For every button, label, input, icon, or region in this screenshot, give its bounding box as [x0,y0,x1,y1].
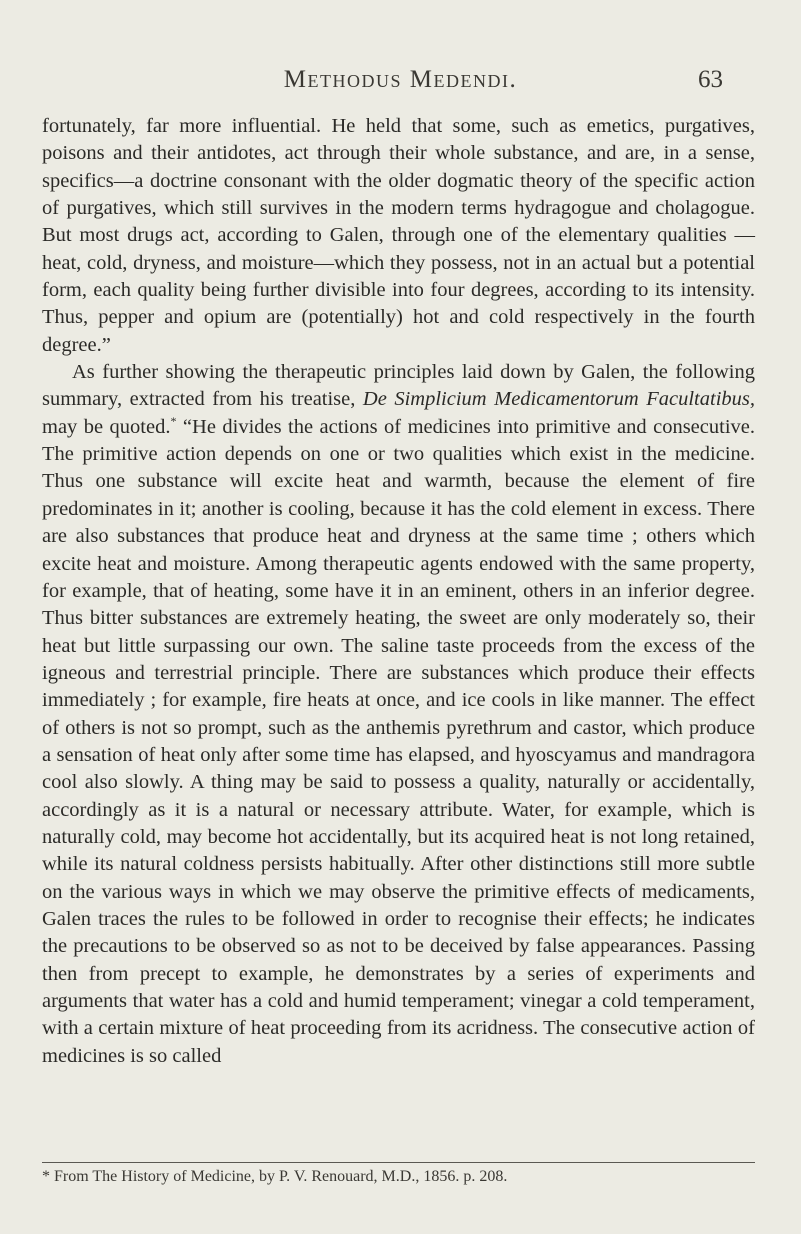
paragraph-2 [42,359,755,1070]
paragraph-2-quotation: “He divides the actions of medicines into primitive and consecutive. The primitive action depends on one or two qualities which exist in the medicine. Thus one substance will excite heat and warmth, because the element of fire predominates in it; another is cooling, because it has the cold element in excess. There are also substances that produce heat and dryness at the same time ; others which excite heat and moisture. Among therapeutic agents endowed with the same property, for example, that of heating, some have it in an eminent, others in an inferior degree. Thus bitter substances are extremely heating, the sweet are only moderately so, their heat but little surpassing our own. The saline taste proceeds from the excess of the igneous and terrestrial principle. There are substances which produce their effects immediately ; for example, fire heats at once, and ice cools in like manner. The effect of others is not so prompt, such as the anthemis pyrethrum and castor, which produce a sensation of heat only after some time has elapsed, and hyoscyamus and mandragora cool also slowly. A thing may be said to possess a quality, naturally or accidentally, accordingly as it is a natural or necessary attribute. Water, for example, which is naturally cold, may become hot accidentally, but its acquired heat is not long retained, while its natural coldness persists habitually. After other distinctions still more subtle on the various ways in which we may observe the primitive effects of medicaments, Galen traces the rules to be followed in order to recognise their effects; he indicates the precautions to be observed so as not to be deceived by false appearances. Passing then from precept to example, he demonstrates by a series of experiments and arguments that water has a cold and humid temperament; vinegar a cold temperament, with a certain mixture of heat proceeding from its acridness. The consecutive action of medicines is so called [42,415,755,1067]
footnote-mark: * [170,413,177,428]
footnote: * From The History of Medicine, by P. V. Renouard, M.D., 1856. p. 208. [42,1168,508,1185]
paragraph-2-quoted: may be quoted. [42,415,171,438]
running-title: Methodus Medendi. [283,66,518,93]
paragraph-1: fortunately, far more influential. He held that some, such as emetics, purgatives, poisons and their antidotes, act through their whole substance, and are, in a sense, specifics—a doctrine consonant with the older dogmatic theory of the specific action of purgatives, which still survives in the modern terms hydragogue and cholagogue. But most drugs act, according to Galen, through one of the elementary qualities —heat, cold, dryness, and moisture—which they possess, not in an actual but a potential form, each quality being further divisible into four degrees, according to its intensity. Thus, pepper and opium are (potentially) hot and cold respectively in the fourth degree.” [42,115,755,356]
running-head [0,66,801,106]
treatise-title: De Simplicium Medicamentorum Facultatibus, [362,388,755,411]
footnote-divider [42,1162,755,1163]
page-number: 63 [698,66,723,93]
body-text [42,113,755,1070]
paragraph-2-intro: As further showing the therapeutic principles laid down by Galen, the following summary, extracted from his treatise, [42,361,755,411]
